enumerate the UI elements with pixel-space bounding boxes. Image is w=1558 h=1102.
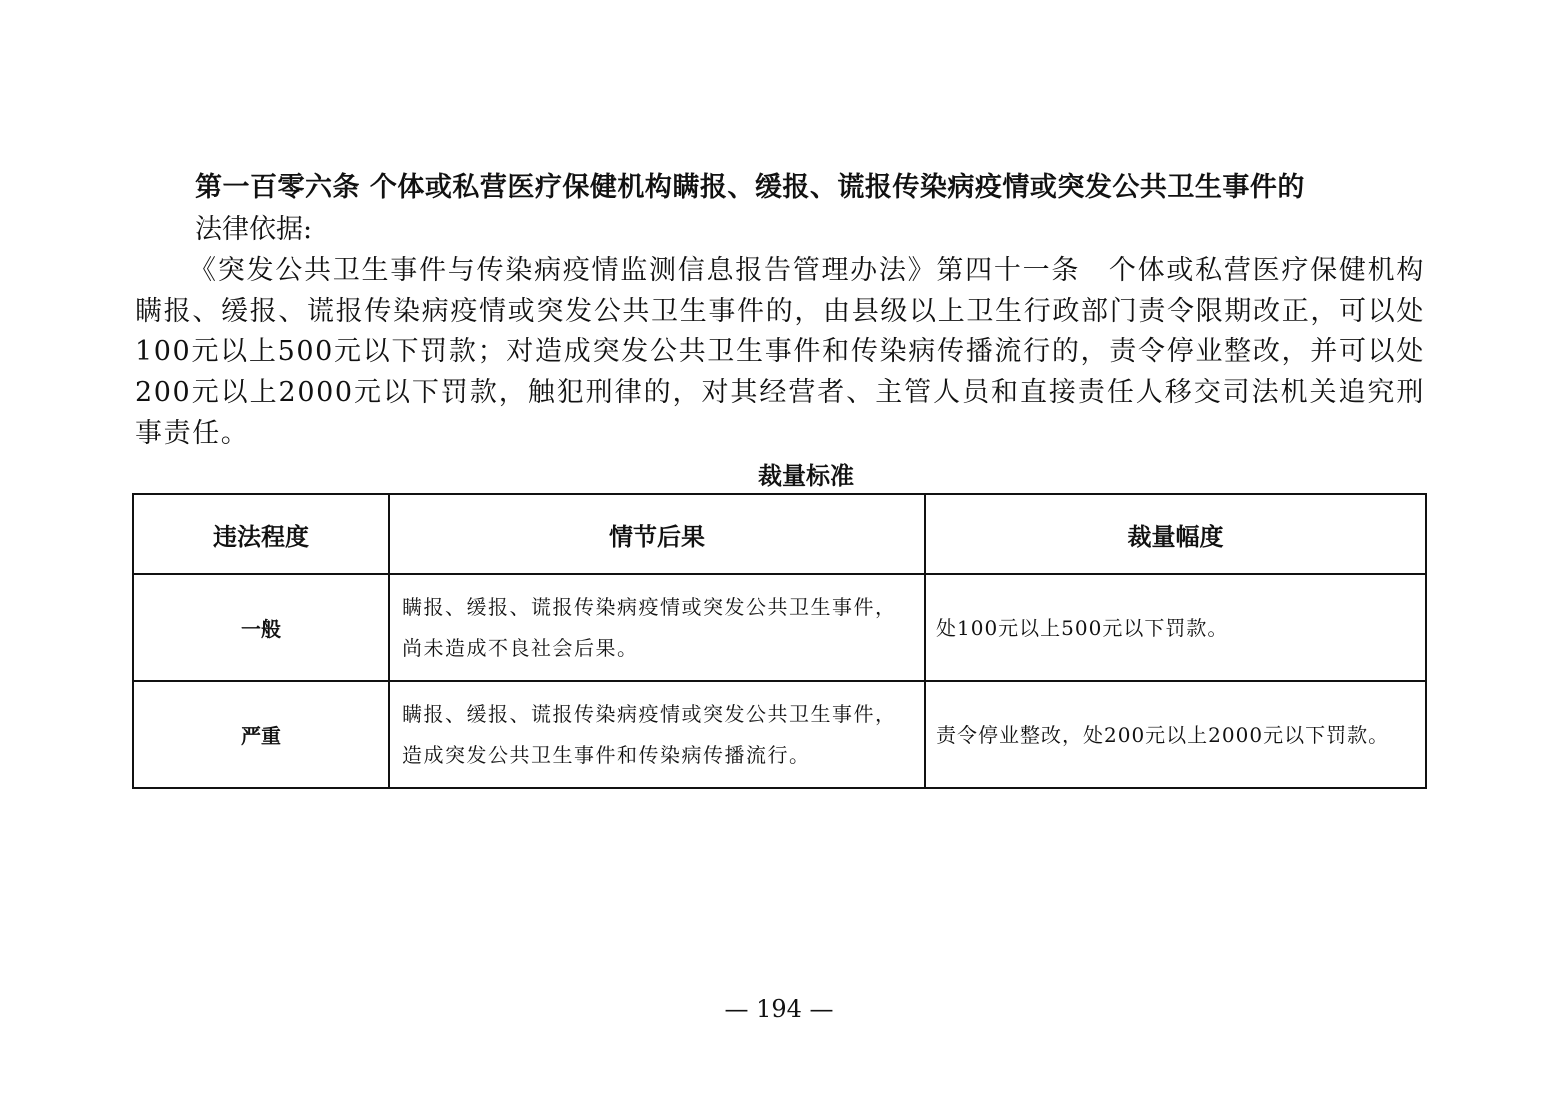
header-circumstances: 情节后果: [389, 494, 925, 574]
table-row: [133, 574, 1426, 681]
table-row: [133, 681, 1426, 788]
table-header-row: [133, 494, 1426, 574]
header-violation-degree: 违法程度: [133, 494, 389, 574]
legal-basis-text: 《突发公共卫生事件与传染病疫情监测信息报告管理办法》第四十一条 个体或私营医疗保健机构瞒报、缓报、谎报传染病疫情或突发公共卫生事件的，由县级以上卫生行政部门责令限期改正，可以处100元以上500元以下罚款；对造成突发公共卫生事件和传染病传播流行的，责令停业整改，并可以处200元以上2000元以下罚款，触犯刑律的，对其经营者、主管人员和直接责任人移交司法机关追究刑事责任。: [135, 255, 1425, 449]
page-number: — 194 —: [724, 995, 834, 1023]
circumstances-cell: 瞒报、缓报、谎报传染病疫情或突发公共卫生事件，尚未造成不良社会后果。: [389, 574, 925, 681]
article-title: 第一百零六条 个体或私营医疗保健机构瞒报、缓报、谎报传染病疫情或突发公共卫生事件的: [195, 172, 1305, 203]
table-caption: 裁量标准: [758, 462, 854, 490]
legal-basis-label: 法律依据:: [195, 214, 313, 245]
discretion-standard-table: [132, 493, 1427, 789]
circumstances-cell: 瞒报、缓报、谎报传染病疫情或突发公共卫生事件，造成突发公共卫生事件和传染病传播流行。: [389, 681, 925, 788]
violation-degree-cell: 一般: [133, 574, 389, 681]
penalty-range-cell: 责令停业整改，处200元以上2000元以下罚款。: [925, 681, 1426, 788]
violation-degree-cell: 严重: [133, 681, 389, 788]
penalty-range-cell: 处100元以上500元以下罚款。: [925, 574, 1426, 681]
header-penalty-range: 裁量幅度: [925, 494, 1426, 574]
